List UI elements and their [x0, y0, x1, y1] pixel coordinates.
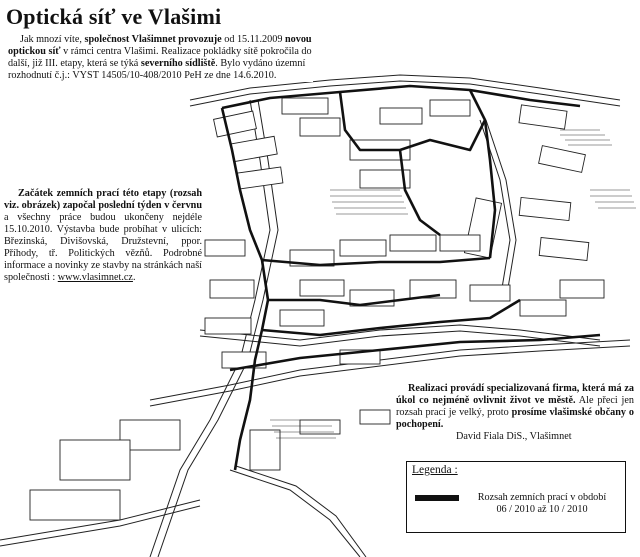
- website-link[interactable]: www.vlasimnet.cz: [57, 272, 133, 283]
- signature: David Fiala DiS., Vlašimnet: [456, 431, 572, 442]
- intro-bold-2: novou optickou síť: [8, 34, 312, 57]
- legend-item-label: Rozsah zemních prací v období: [477, 492, 607, 503]
- works-paragraph: [4, 188, 202, 284]
- page-title: Optická síť ve Vlašimi: [6, 4, 225, 30]
- intro-text-1: Jak mnozí víte,: [20, 34, 85, 45]
- legend-item-text: [467, 492, 617, 516]
- intro-text-4: . Bylo vydáno územní rozhodnutí č.j.: VYST 14505/10-408/2010 PeH ze dne 14.6.2010.: [8, 58, 306, 81]
- legend-route-swatch: [415, 495, 459, 501]
- buildings: [30, 98, 604, 520]
- intro-bold-3: severního sídliště: [140, 58, 216, 69]
- contractor-paragraph: [396, 383, 634, 431]
- intro-bold-1: společnost Vlašimnet provozuje: [84, 34, 222, 45]
- intro-paragraph: [8, 34, 313, 82]
- intro-text-3: v rámci centra Vlašimi. Realizace pokládky sítě pokročila do další, již III. etapy, která se týká: [8, 46, 312, 69]
- works-bold-1: Začátek zemních prací této etapy (rozsah viz. obrázek) započal poslední týden v červnu: [4, 188, 202, 211]
- legend-box: [406, 461, 626, 533]
- firm-bold-2: prosíme vlašimské občany o pochopení.: [396, 407, 634, 430]
- works-text-1: a všechny práce budou ukončeny nejdéle 15.10.2010. Výstavba bude probíhat v ulicích: Březinská, Divišovská, Družstevní, ppor. Příhody, tř. Politických vězňů. Podrobné informace a novinky ze stavby na stránkách naší společnosti :: [4, 212, 202, 283]
- firm-bold-1: Realizaci provádí specializovaná firma, která má za úkol co nejméně ovlivnit život ve městě.: [396, 383, 634, 406]
- firm-text-1: Ale přeci jen rozsah prací je velký, proto: [396, 395, 634, 418]
- legend-title: Legenda :: [412, 464, 458, 476]
- works-text-2: .: [132, 272, 136, 283]
- intro-text-2: od 15.11.2009: [221, 34, 285, 45]
- legend-item-period: 06 / 2010 až 10 / 2010: [496, 504, 588, 515]
